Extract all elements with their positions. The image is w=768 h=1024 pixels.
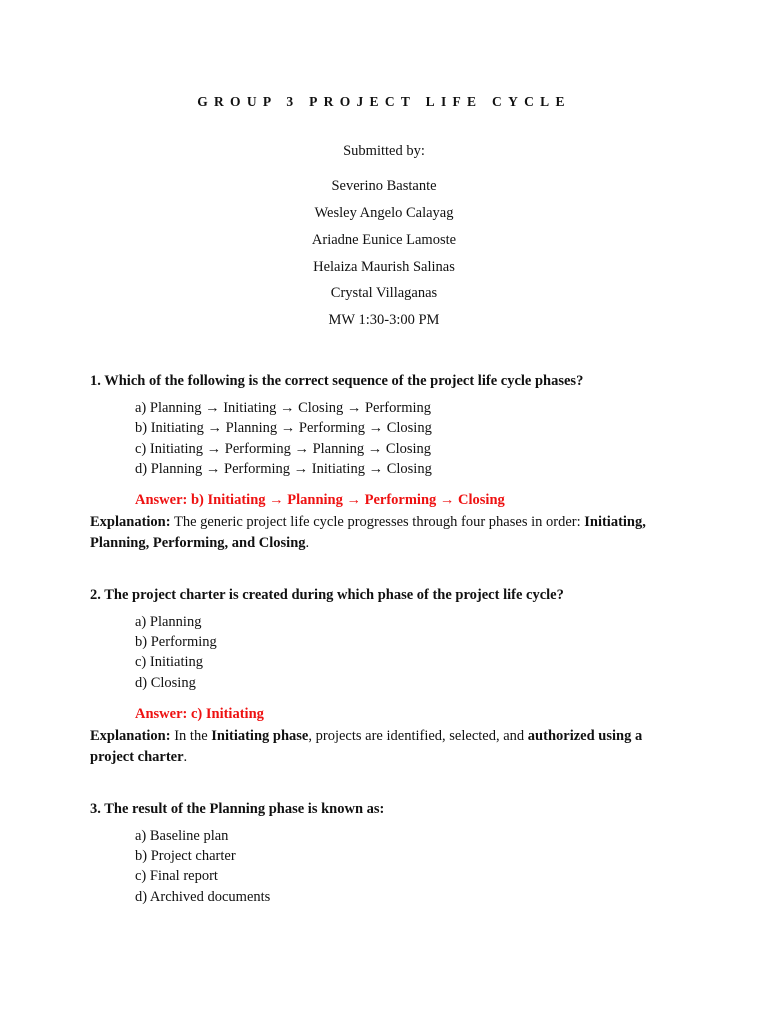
question-1-option-b: b) Initiating → Planning → Performing → Closing <box>135 420 432 436</box>
explanation-bold: Initiating, Planning, Performing, and Closing <box>90 514 646 551</box>
member-name: Crystal Villaganas <box>330 285 438 301</box>
question-2-option-b: b) Performing <box>135 634 217 650</box>
question-2-option-d: d) Closing <box>135 675 196 691</box>
question-2-answer: Answer: c) Initiating <box>135 706 264 722</box>
explanation-bold: authorized using a project charter <box>90 728 643 765</box>
explanation-bold: Initiating phase <box>211 728 309 744</box>
question-3: 3. The result of the Planning phase is known as: <box>90 801 385 817</box>
question-2-explanation <box>90 726 680 768</box>
explanation-text: , projects are identified, selected, and <box>308 728 528 744</box>
explanation-text: The generic project life cycle progresses through four phases in order: <box>170 514 585 530</box>
explanation-label: Explanation: <box>90 514 171 530</box>
question-1: 1. Which of the following is the correct sequence of the project life cycle phases? <box>90 373 584 389</box>
question-1-option-a: a) Planning → Initiating → Closing → Performing <box>135 400 432 416</box>
submitted-by-label: Submitted by: <box>343 143 425 159</box>
question-1-answer: Answer: b) Initiating → Planning → Performing → Closing <box>135 492 505 508</box>
member-name: Ariadne Eunice Lamoste <box>311 232 457 248</box>
member-name: Helaiza Maurish Salinas <box>313 259 455 275</box>
member-name: Severino Bastante <box>331 178 437 194</box>
question-1-explanation <box>90 512 680 554</box>
class-schedule: MW 1:30-3:00 PM <box>328 312 440 328</box>
question-2: 2. The project charter is created during which phase of the project life cycle? <box>90 587 564 603</box>
explanation-text: In the <box>170 728 212 744</box>
document-title: GROUP 3 PROJECT LIFE CYCLE <box>197 94 571 109</box>
question-3-option-b: b) Project charter <box>135 848 236 864</box>
question-3-option-d: d) Archived documents <box>135 889 271 905</box>
question-2-option-a: a) Planning <box>135 614 202 630</box>
member-name: Wesley Angelo Calayag <box>314 205 454 221</box>
question-3-option-c: c) Final report <box>135 868 218 884</box>
explanation-text: . <box>305 535 310 551</box>
explanation-text: . <box>183 749 188 765</box>
question-3-option-a: a) Baseline plan <box>135 828 229 844</box>
explanation-label: Explanation: <box>90 728 171 744</box>
question-1-option-d: d) Planning → Performing → Initiating → Closing <box>135 461 432 477</box>
question-1-option-c: c) Initiating → Performing → Planning → Closing <box>135 441 432 457</box>
question-2-option-c: c) Initiating <box>135 654 204 670</box>
